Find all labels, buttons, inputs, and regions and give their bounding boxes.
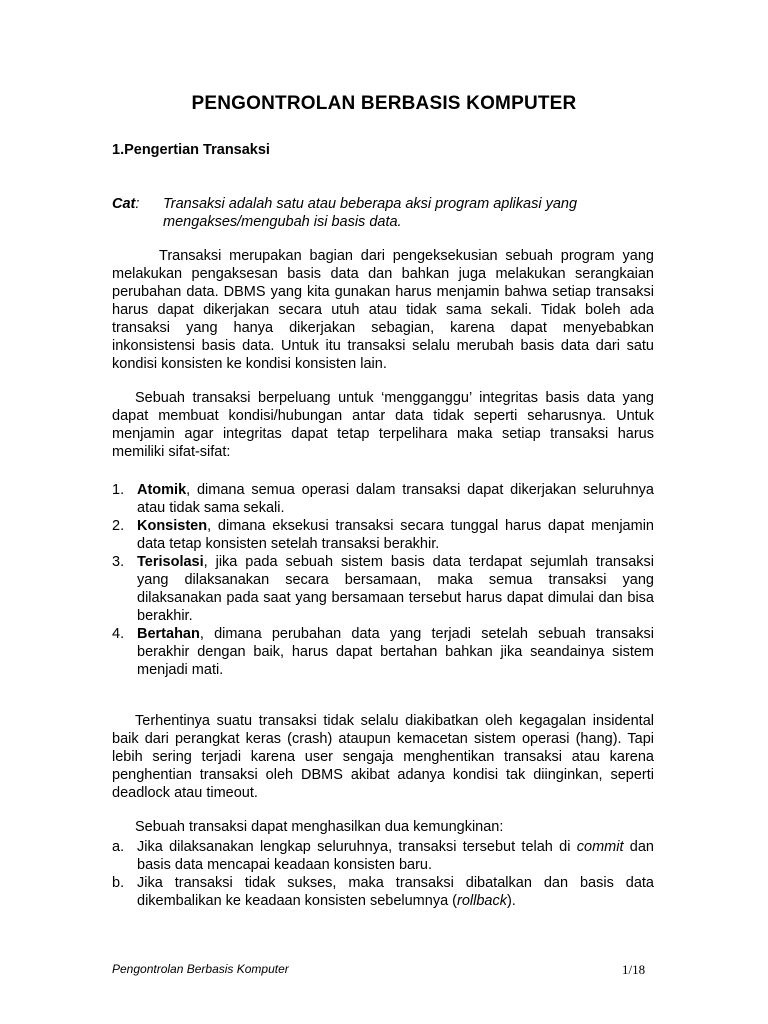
section-heading: 1.Pengertian Transaksi xyxy=(112,142,270,158)
paragraph-4: Sebuah transaksi dapat menghasilkan dua kemungkinan: xyxy=(135,819,504,835)
page-number: 1/18 xyxy=(622,962,646,977)
list-item: 4. Bertahan, dimana perubahan data yang terjadi setelah sebuah transaksi berakhir dengan baik, harus dapat bertahan bahkan jika seandainya sistem menjadi mati. xyxy=(112,626,654,678)
definition-note xyxy=(112,195,653,231)
note-text-2: mengakses/mengubah isi basis data. xyxy=(163,214,402,230)
outcomes-list xyxy=(112,838,654,910)
paragraph-3: Terhentinya suatu transaksi tidak selalu diakibatkan oleh kegagalan insidental baik dari perangkat keras (crash) ataupun kemacetan sistem operasi (hang). Tapi lebih sering terjadi karena user sengaja menghentikan transaksi atau karena penghentian transaksi oleh DBMS akibat adanya kondisi tak diinginkan, seperti deadlock atau timeout. xyxy=(112,713,654,801)
footer-title: Pengontrolan Berbasis Komputer xyxy=(112,962,289,976)
note-text-1: Transaksi adalah satu atau beberapa aksi program aplikasi yang xyxy=(163,196,578,212)
list-item: 1. Atomik, dimana semua operasi dalam transaksi dapat dikerjakan seluruhnya atau tidak sama sekali. xyxy=(112,482,654,516)
page-title: PENGONTROLAN BERBASIS KOMPUTER xyxy=(191,93,577,114)
properties-list xyxy=(112,481,654,679)
note-line-1 xyxy=(112,195,653,213)
paragraph-1: Transaksi merupakan bagian dari pengeksekusian sebuah program yang melakukan pengaksesan basis data dan bahkan juga melakukan serangkaian perubahan data. DBMS yang kita gunakan harus menjamin bahwa setiap transaksi harus dapat dikerjakan secara utuh atau tidak sama sekali. Tidak boleh ada transaksi yang hanya dikerjakan sebagian, karena dapat menyebabkan inkonsistensi basis data. Untuk itu transaksi selalu merubah basis data dari satu kondisi konsisten ke kondisi konsisten lain. xyxy=(112,248,654,372)
list-item: 3. Terisolasi, jika pada sebuah sistem basis data terdapat sejumlah transaksi yang dilaksanakan secara bersamaan, maka semua transaksi yang dilaksanakan pada saat yang bersamaan tersebut harus dapat dimulai dan bisa berakhir. xyxy=(112,554,654,624)
list-item: 2. Konsisten, dimana eksekusi transaksi secara tunggal harus dapat menjamin data tetap konsisten setelah transaksi berakhir. xyxy=(112,518,654,552)
note-label: Cat: xyxy=(112,196,140,212)
list-item: b. Jika transaksi tidak sukses, maka transaksi dibatalkan dan basis data dikembalikan ke keadaan konsisten sebelumnya (rollback). xyxy=(112,875,654,909)
paragraph-2: Sebuah transaksi berpeluang untuk ‘mengganggu’ integritas basis data yang dapat membuat kondisi/hubungan antar data tidak seperti seharusnya. Untuk menjamin agar integritas dapat tetap terpelihara maka setiap transaksi harus memiliki sifat-sifat: xyxy=(112,390,654,460)
list-item: a. Jika dilaksanakan lengkap seluruhnya, transaksi tersebut telah di commit dan basis data mencapai keadaan konsisten baru. xyxy=(112,839,654,873)
